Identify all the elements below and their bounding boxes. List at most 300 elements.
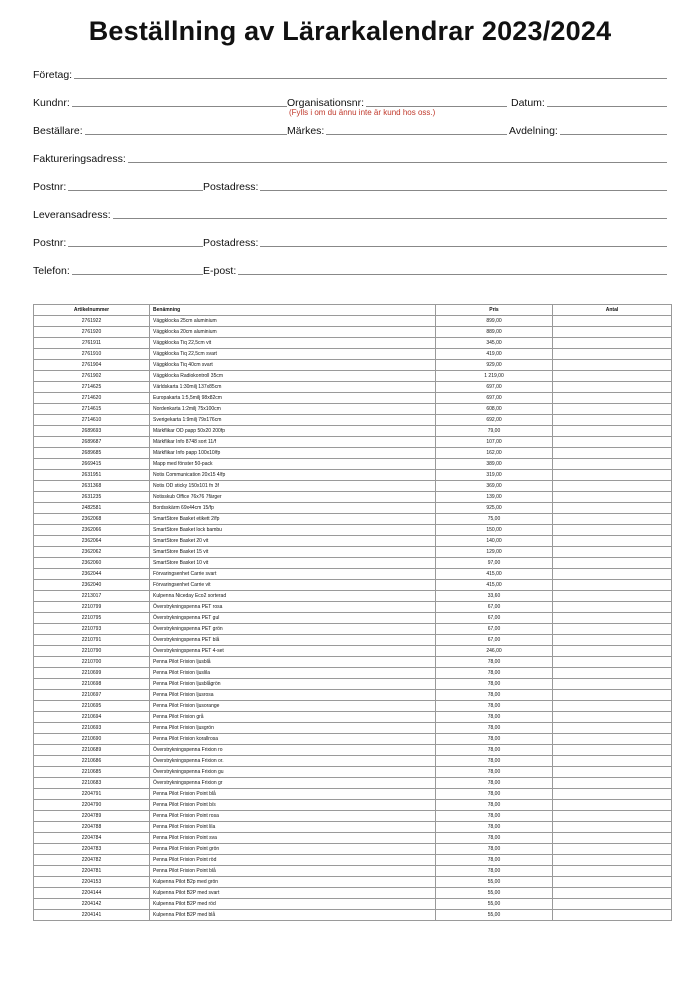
pris-cell: 78,00 <box>436 701 553 712</box>
epost-field[interactable] <box>203 261 667 277</box>
artikelnummer-cell: 2210693 <box>34 723 150 734</box>
table-row <box>34 635 672 646</box>
table-row <box>34 701 672 712</box>
benamning-cell: Penna Pilot Frixion Point rosa <box>150 811 436 822</box>
antal-cell[interactable] <box>553 745 672 756</box>
antal-cell[interactable] <box>553 646 672 657</box>
artikelnummer-cell: 2631368 <box>34 481 150 492</box>
antal-cell[interactable] <box>553 360 672 371</box>
benamning-cell: Penna Pilot Frixion ljusgrön <box>150 723 436 734</box>
table-row <box>34 624 672 635</box>
table-row <box>34 349 672 360</box>
datum-label: Datum: <box>511 97 545 109</box>
antal-cell[interactable] <box>553 371 672 382</box>
markes-field[interactable] <box>287 121 507 137</box>
benamning-cell: Överstrykningspenna PET rosa <box>150 602 436 613</box>
table-row <box>34 338 672 349</box>
header-antal: Antal <box>553 305 672 316</box>
table-row <box>34 316 672 327</box>
pris-cell: 608,00 <box>436 404 553 415</box>
artikelnummer-cell: 2210689 <box>34 745 150 756</box>
pris-cell: 67,00 <box>436 602 553 613</box>
antal-cell[interactable] <box>553 481 672 492</box>
artikelnummer-cell: 2204789 <box>34 811 150 822</box>
artikelnummer-cell: 2210700 <box>34 657 150 668</box>
antal-cell[interactable] <box>553 811 672 822</box>
pris-cell: 78,00 <box>436 734 553 745</box>
pris-cell: 78,00 <box>436 866 553 877</box>
benamning-cell: Penna Pilot Frixion Point grön <box>150 844 436 855</box>
antal-cell[interactable] <box>553 734 672 745</box>
artikelnummer-cell: 2210683 <box>34 778 150 789</box>
benamning-cell: Väggklocka Radiokontroll 35cm <box>150 371 436 382</box>
benamning-cell: Väggklocka Tiq 22,5cm svart <box>150 349 436 360</box>
benamning-cell: Väggklocka 25cm aluminium <box>150 316 436 327</box>
pris-cell: 55,00 <box>436 888 553 899</box>
pris-cell: 899,00 <box>436 316 553 327</box>
benamning-cell: Penna Pilot Frixion ljusblå <box>150 657 436 668</box>
benamning-cell: Penna Pilot Frixion Point blå <box>150 789 436 800</box>
artikelnummer-cell: 2210697 <box>34 690 150 701</box>
pris-cell: 697,00 <box>436 393 553 404</box>
table-row <box>34 415 672 426</box>
benamning-cell: Överstrykningspenna PET 4-set <box>150 646 436 657</box>
artikelnummer-cell: 2362040 <box>34 580 150 591</box>
antal-cell[interactable] <box>553 822 672 833</box>
table-row <box>34 481 672 492</box>
pris-cell: 67,00 <box>436 613 553 624</box>
foretag-field[interactable] <box>33 65 667 81</box>
antal-cell[interactable] <box>553 877 672 888</box>
antal-cell[interactable] <box>553 547 672 558</box>
postnr-1-label: Postnr: <box>33 181 67 193</box>
table-row <box>34 426 672 437</box>
artikelnummer-cell: 2689687 <box>34 437 150 448</box>
antal-cell[interactable] <box>553 558 672 569</box>
table-row <box>34 360 672 371</box>
table-row <box>34 888 672 899</box>
antal-cell[interactable] <box>553 756 672 767</box>
pris-cell: 67,00 <box>436 635 553 646</box>
antal-cell[interactable] <box>553 437 672 448</box>
organisationsnr-line[interactable] <box>366 94 507 107</box>
artikelnummer-cell: 2210799 <box>34 602 150 613</box>
antal-cell[interactable] <box>553 327 672 338</box>
table-row <box>34 668 672 679</box>
organisationsnr-label: Organisationsnr: <box>287 97 365 109</box>
table-row <box>34 734 672 745</box>
order-table <box>33 304 672 921</box>
header-benamning: Benämning <box>150 305 436 316</box>
benamning-cell: SmartStore Basket etikett 2/fp <box>150 514 436 525</box>
pris-cell: 246,00 <box>436 646 553 657</box>
benamning-cell: Penna Pilot Frixion Point röd <box>150 855 436 866</box>
pris-cell: 78,00 <box>436 712 553 723</box>
table-row <box>34 525 672 536</box>
benamning-cell: SmartStore Basket 10 vit <box>150 558 436 569</box>
antal-cell[interactable] <box>553 448 672 459</box>
artikelnummer-cell: 2204784 <box>34 833 150 844</box>
antal-cell[interactable] <box>553 844 672 855</box>
benamning-cell: SmartStore Basket 20 vit <box>150 536 436 547</box>
antal-cell[interactable] <box>553 668 672 679</box>
postadress-1-line[interactable] <box>260 178 667 191</box>
artikelnummer-cell: 2761910 <box>34 349 150 360</box>
pris-cell: 389,00 <box>436 459 553 470</box>
antal-cell[interactable] <box>553 316 672 327</box>
table-row <box>34 855 672 866</box>
faktureringsadress-field[interactable] <box>33 149 667 165</box>
pris-cell: 78,00 <box>436 657 553 668</box>
benamning-cell: Penna Pilot Frixion ljusorange <box>150 701 436 712</box>
pris-cell: 55,00 <box>436 910 553 921</box>
pris-cell: 79,00 <box>436 426 553 437</box>
artikelnummer-cell: 2210694 <box>34 712 150 723</box>
faktureringsadress-line[interactable] <box>128 150 667 163</box>
avdelning-line[interactable] <box>560 122 667 135</box>
artikelnummer-cell: 2204781 <box>34 866 150 877</box>
antal-cell[interactable] <box>553 767 672 778</box>
benamning-cell: Bordsskärm 69x44cm 15/fp <box>150 503 436 514</box>
antal-cell[interactable] <box>553 855 672 866</box>
artikelnummer-cell: 2689693 <box>34 426 150 437</box>
leveransadress-line[interactable] <box>113 206 667 219</box>
antal-cell[interactable] <box>553 525 672 536</box>
bestallare-line[interactable] <box>85 122 287 135</box>
datum-line[interactable] <box>547 94 667 107</box>
antal-cell[interactable] <box>553 492 672 503</box>
pris-cell: 78,00 <box>436 723 553 734</box>
benamning-cell: Penna Pilot Frixion ljusblågrön <box>150 679 436 690</box>
antal-cell[interactable] <box>553 415 672 426</box>
benamning-cell: Överstrykningspenna Frixion or. <box>150 756 436 767</box>
postnr-2-field[interactable] <box>33 233 203 249</box>
row-telefon <box>33 261 667 277</box>
antal-cell[interactable] <box>553 613 672 624</box>
benamning-cell: Överstrykningspenna Frixion gu <box>150 767 436 778</box>
avdelning-label: Avdelning: <box>509 125 558 137</box>
pris-cell: 78,00 <box>436 800 553 811</box>
pris-cell: 78,00 <box>436 811 553 822</box>
antal-cell[interactable] <box>553 382 672 393</box>
artikelnummer-cell: 2761922 <box>34 316 150 327</box>
antal-cell[interactable] <box>553 602 672 613</box>
row-bestallare <box>33 121 667 137</box>
table-row <box>34 492 672 503</box>
pris-cell: 889,00 <box>436 327 553 338</box>
bestallare-label: Beställare: <box>33 125 83 137</box>
antal-cell[interactable] <box>553 459 672 470</box>
artikelnummer-cell: 2362062 <box>34 547 150 558</box>
pris-cell: 150,00 <box>436 525 553 536</box>
organisationsnr-note: (Fylls i om du ännu inte är kund hos oss.) <box>289 108 436 117</box>
benamning-cell: Kulpenna Pilot B2P med svart <box>150 888 436 899</box>
benamning-cell: Överstrykningspenna PET blå <box>150 635 436 646</box>
table-row <box>34 569 672 580</box>
benamning-cell: Penna Pilot Frixion Point sva <box>150 833 436 844</box>
antal-cell[interactable] <box>553 657 672 668</box>
pris-cell: 697,00 <box>436 382 553 393</box>
artikelnummer-cell: 2761902 <box>34 371 150 382</box>
benamning-cell: Förvaringsenhet Carrie vit <box>150 580 436 591</box>
organisationsnr-field[interactable] <box>287 93 507 109</box>
table-row <box>34 536 672 547</box>
antal-cell[interactable] <box>553 723 672 734</box>
table-row <box>34 503 672 514</box>
table-row <box>34 547 672 558</box>
markes-label: Märkes: <box>287 125 325 137</box>
pris-cell: 78,00 <box>436 855 553 866</box>
row-postnr-1 <box>33 177 667 193</box>
antal-cell[interactable] <box>553 338 672 349</box>
antal-cell[interactable] <box>553 393 672 404</box>
benamning-cell: Väggklocka Tiq 22,5cm vit <box>150 338 436 349</box>
table-row <box>34 371 672 382</box>
table-row <box>34 459 672 470</box>
pris-cell: 78,00 <box>436 690 553 701</box>
antal-cell[interactable] <box>553 910 672 921</box>
row-postnr-2 <box>33 233 667 249</box>
artikelnummer-cell: 2204153 <box>34 877 150 888</box>
table-row <box>34 679 672 690</box>
artikelnummer-cell: 2204142 <box>34 899 150 910</box>
row-foretag <box>33 65 667 81</box>
table-row <box>34 866 672 877</box>
table-row <box>34 811 672 822</box>
artikelnummer-cell: 2714625 <box>34 382 150 393</box>
epost-line[interactable] <box>238 262 667 275</box>
benamning-cell: Överstrykningspenna Frixion gr <box>150 778 436 789</box>
benamning-cell: SmartStore Basket 15 vit <box>150 547 436 558</box>
pris-cell: 78,00 <box>436 778 553 789</box>
kundnr-line[interactable] <box>72 94 287 107</box>
antal-cell[interactable] <box>553 470 672 481</box>
pris-cell: 78,00 <box>436 756 553 767</box>
table-row <box>34 613 672 624</box>
table-row <box>34 767 672 778</box>
pris-cell: 33,60 <box>436 591 553 602</box>
benamning-cell: Penna Pilot Frixion Point lila <box>150 822 436 833</box>
antal-cell[interactable] <box>553 503 672 514</box>
artikelnummer-cell: 2714615 <box>34 404 150 415</box>
pris-cell: 78,00 <box>436 668 553 679</box>
antal-cell[interactable] <box>553 426 672 437</box>
postadress-2-line[interactable] <box>260 234 667 247</box>
antal-cell[interactable] <box>553 580 672 591</box>
postadress-2-field[interactable] <box>203 233 667 249</box>
benamning-cell: Världskarta 1:30milj 137x85cm <box>150 382 436 393</box>
foretag-label: Företag: <box>33 69 73 81</box>
pris-cell: 345,00 <box>436 338 553 349</box>
artikelnummer-cell: 2204791 <box>34 789 150 800</box>
antal-cell[interactable] <box>553 800 672 811</box>
antal-cell[interactable] <box>553 712 672 723</box>
artikelnummer-cell: 2669415 <box>34 459 150 470</box>
benamning-cell: Europakarta 1:5,5milj 98x82cm <box>150 393 436 404</box>
benamning-cell: Överstrykningspenna PET gul <box>150 613 436 624</box>
artikelnummer-cell: 2631235 <box>34 492 150 503</box>
faktureringsadress-label: Faktureringsadress: <box>33 153 126 165</box>
antal-cell[interactable] <box>553 899 672 910</box>
page-title: Beställning av Lärarkalendrar 2023/2024 <box>88 16 612 46</box>
postadress-1-label: Postadress: <box>203 181 259 193</box>
antal-cell[interactable] <box>553 701 672 712</box>
row-faktureringsadress <box>33 149 667 165</box>
artikelnummer-cell: 2362064 <box>34 536 150 547</box>
artikelnummer-cell: 2210795 <box>34 613 150 624</box>
artikelnummer-cell: 2210685 <box>34 767 150 778</box>
artikelnummer-cell: 2204144 <box>34 888 150 899</box>
antal-cell[interactable] <box>553 679 672 690</box>
benamning-cell: Notis OD sticky 150x101 fn 3f <box>150 481 436 492</box>
artikelnummer-cell: 2210690 <box>34 734 150 745</box>
table-row <box>34 833 672 844</box>
artikelnummer-cell: 2204782 <box>34 855 150 866</box>
row-kundnr <box>33 93 667 109</box>
pris-cell: 140,00 <box>436 536 553 547</box>
benamning-cell: Nordenkarta 1:2milj 75x100cm <box>150 404 436 415</box>
table-row <box>34 822 672 833</box>
epost-label: E-post: <box>203 265 237 277</box>
antal-cell[interactable] <box>553 778 672 789</box>
header-artikelnummer: Artikelnummer <box>34 305 150 316</box>
table-row <box>34 393 672 404</box>
antal-cell[interactable] <box>553 404 672 415</box>
table-row <box>34 712 672 723</box>
benamning-cell: Väggklocka Tiq 40cm svart <box>150 360 436 371</box>
table-row <box>34 591 672 602</box>
table-row <box>34 910 672 921</box>
telefon-line[interactable] <box>72 262 203 275</box>
pris-cell: 78,00 <box>436 679 553 690</box>
artikelnummer-cell: 2210699 <box>34 668 150 679</box>
antal-cell[interactable] <box>553 536 672 547</box>
artikelnummer-cell: 2210791 <box>34 635 150 646</box>
antal-cell[interactable] <box>553 833 672 844</box>
table-row <box>34 646 672 657</box>
artikelnummer-cell: 2482581 <box>34 503 150 514</box>
table-row <box>34 690 672 701</box>
telefon-field[interactable] <box>33 261 203 277</box>
foretag-line[interactable] <box>74 66 667 79</box>
table-row <box>34 580 672 591</box>
artikelnummer-cell: 2210793 <box>34 624 150 635</box>
table-row <box>34 844 672 855</box>
benamning-cell: Notis Communication 20x15 4/fp <box>150 470 436 481</box>
table-row <box>34 470 672 481</box>
benamning-cell: Kulpenna Pilot B2P med röd <box>150 899 436 910</box>
benamning-cell: Kulpenna Pilot B2p med grön <box>150 877 436 888</box>
bestallare-field[interactable] <box>33 121 287 137</box>
pris-cell: 55,00 <box>436 877 553 888</box>
pris-cell: 415,00 <box>436 569 553 580</box>
datum-field[interactable] <box>507 93 667 109</box>
leveransadress-field[interactable] <box>33 205 667 221</box>
markes-line[interactable] <box>326 122 507 135</box>
postadress-2-label: Postadress: <box>203 237 259 249</box>
artikelnummer-cell: 2631951 <box>34 470 150 481</box>
table-row <box>34 514 672 525</box>
table-row <box>34 877 672 888</box>
artikelnummer-cell: 2213017 <box>34 591 150 602</box>
postnr-2-line[interactable] <box>68 234 203 247</box>
pris-cell: 1 219,00 <box>436 371 553 382</box>
artikelnummer-cell: 2362066 <box>34 525 150 536</box>
benamning-cell: Förvaringsenhet Carrie svart <box>150 569 436 580</box>
artikelnummer-cell: 2204783 <box>34 844 150 855</box>
kundnr-label: Kundnr: <box>33 97 70 109</box>
benamning-cell: Penna Pilot Frixion Point b/s <box>150 800 436 811</box>
pris-cell: 107,00 <box>436 437 553 448</box>
antal-cell[interactable] <box>553 866 672 877</box>
pris-cell: 78,00 <box>436 767 553 778</box>
pris-cell: 415,00 <box>436 580 553 591</box>
antal-cell[interactable] <box>553 635 672 646</box>
avdelning-field[interactable] <box>507 121 667 137</box>
antal-cell[interactable] <box>553 690 672 701</box>
benamning-cell: Märkflikar OD papp 50x20 200fp <box>150 426 436 437</box>
antal-cell[interactable] <box>553 591 672 602</box>
table-row <box>34 558 672 569</box>
benamning-cell: Penna Pilot Frixion grå <box>150 712 436 723</box>
pris-cell: 67,00 <box>436 624 553 635</box>
antal-cell[interactable] <box>553 624 672 635</box>
table-row <box>34 899 672 910</box>
benamning-cell: Sverigekarta 1:9milj 79x176cm <box>150 415 436 426</box>
postadress-1-field[interactable] <box>203 177 667 193</box>
artikelnummer-cell: 2761904 <box>34 360 150 371</box>
artikelnummer-cell: 2210686 <box>34 756 150 767</box>
pris-cell: 162,00 <box>436 448 553 459</box>
benamning-cell: Penna Pilot Frixion ljuslila <box>150 668 436 679</box>
pris-cell: 97,00 <box>436 558 553 569</box>
artikelnummer-cell: 2210695 <box>34 701 150 712</box>
pris-cell: 929,00 <box>436 360 553 371</box>
antal-cell[interactable] <box>553 514 672 525</box>
postnr-2-label: Postnr: <box>33 237 67 249</box>
postnr-1-line[interactable] <box>68 178 203 191</box>
artikelnummer-cell: 2210790 <box>34 646 150 657</box>
kundnr-field[interactable] <box>33 93 287 109</box>
pris-cell: 129,00 <box>436 547 553 558</box>
artikelnummer-cell: 2362060 <box>34 558 150 569</box>
antal-cell[interactable] <box>553 888 672 899</box>
pris-cell: 75,00 <box>436 514 553 525</box>
antal-cell[interactable] <box>553 789 672 800</box>
benamning-cell: Kulpenna Pilot B2P med blå <box>150 910 436 921</box>
artikelnummer-cell: 2714620 <box>34 393 150 404</box>
table-row <box>34 723 672 734</box>
table-row <box>34 404 672 415</box>
pris-cell: 419,00 <box>436 349 553 360</box>
antal-cell[interactable] <box>553 349 672 360</box>
benamning-cell: Penna Pilot Frixion Point blå <box>150 866 436 877</box>
benamning-cell: Överstrykningspenna Frixion ro <box>150 745 436 756</box>
antal-cell[interactable] <box>553 569 672 580</box>
table-row <box>34 602 672 613</box>
header-pris: Pris <box>436 305 553 316</box>
benamning-cell: Kulpenna Niceday Eco2 sorterad <box>150 591 436 602</box>
pris-cell: 925,00 <box>436 503 553 514</box>
artikelnummer-cell: 2204790 <box>34 800 150 811</box>
table-row <box>34 437 672 448</box>
pris-cell: 55,00 <box>436 899 553 910</box>
pris-cell: 78,00 <box>436 822 553 833</box>
postnr-1-field[interactable] <box>33 177 203 193</box>
pris-cell: 78,00 <box>436 745 553 756</box>
benamning-cell: Mapp med fönster 50-pack <box>150 459 436 470</box>
table-body <box>34 316 672 921</box>
